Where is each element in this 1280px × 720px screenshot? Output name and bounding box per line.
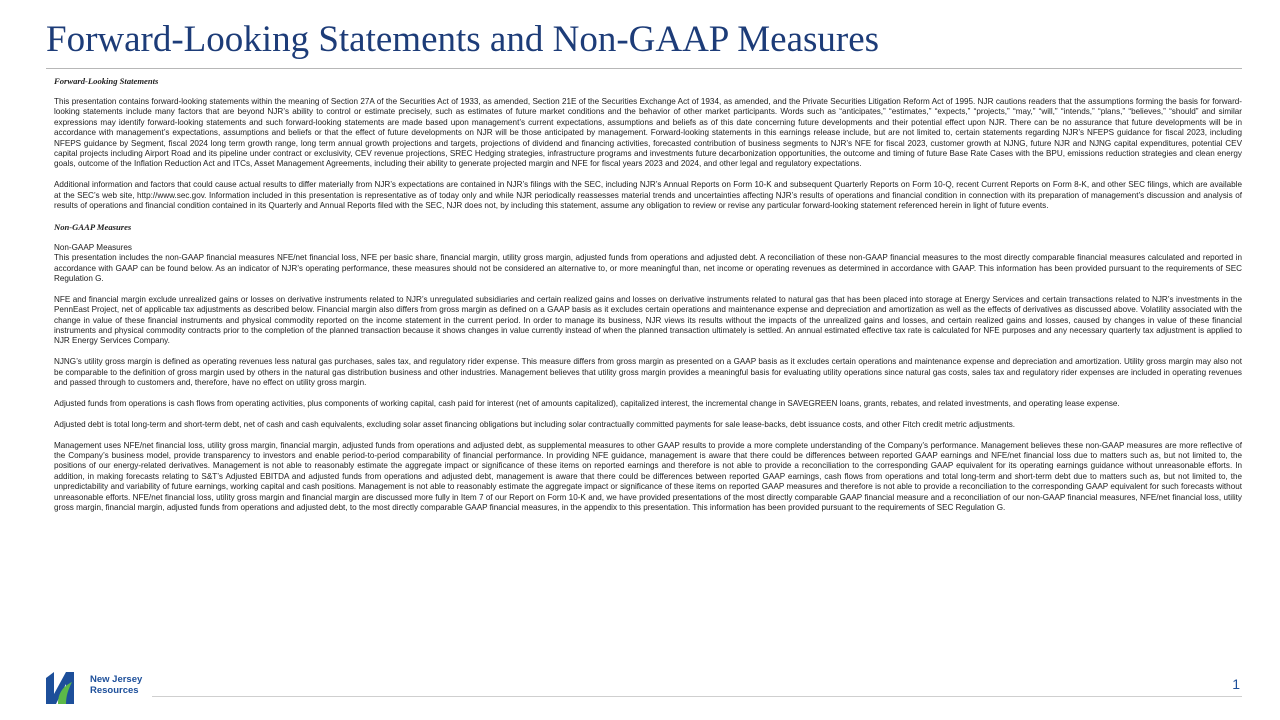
footer-divider — [152, 696, 1242, 697]
title-divider — [46, 68, 1242, 69]
non-gaap-paragraph-1 — [54, 243, 1242, 285]
non-gaap-paragraph-2: NFE and financial margin exclude unrealized gains or losses on derivative instruments related to NJR’s unregulated subsidiaries and certain realized gains and losses on derivative instruments related to natural gas that has been placed into storage at Energy Services and certain transactions related to NJR’s investments in the PennEast Project, net of applicable tax adjustments as described below. Financial margin also differs from gross margin as defined on a GAAP basis as it excludes certain operations and maintenance expense and depreciation and amortization as well as the effects of derivatives as discussed above. Volatility associated with the change in value of these financial instruments and physical commodity reported on the income statement in the current period. In order to manage its business, NJR views its results without the impacts of the unrealized gains and losses, and certain realized gains and losses, caused by changes in value of these financial instruments and physical commodity contracts prior to the completion of the planned transaction because it shows changes in value currently instead of when the planned transaction ultimately is settled. An annual estimated effective tax rate is calculated for NFE purposes and any necessary quarterly tax adjustment is applied to NJR Energy Services Company. — [54, 294, 1242, 346]
company-logo — [44, 670, 164, 706]
document-body — [54, 76, 1242, 524]
non-gaap-heading: Non-GAAP Measures — [54, 221, 132, 232]
forward-looking-paragraph-2: Additional information and factors that could cause actual results to differ materially from NJR’s expectations are contained in NJR’s filings with the SEC, including NJR’s Annual Reports on Form 10-K and subsequent Quarterly Reports on Form 10-Q, recent Current Reports on Form 8-K, and other SEC filings, which are available at the SEC’s web site, http://www.sec.gov. Information included in this presentation is representative as of today only and while NJR periodically reassesses material trends and uncertainties affecting NJR’s results of operations and financial condition in connection with its preparation of management’s discussion and analysis of results of operations and financial condition contained in its Quarterly and Annual Reports filed with the SEC, NJR does not, by including this statement, assume any obligation to review or revise any particular forward-looking statement referenced herein in light of future events. — [54, 180, 1242, 211]
page-number: 1 — [1232, 676, 1240, 692]
non-gaap-subheading: Non-GAAP Measures — [54, 242, 132, 252]
forward-looking-heading: Forward-Looking Statements — [54, 76, 159, 86]
njr-logo-icon — [44, 670, 84, 706]
logo-wordmark — [90, 674, 142, 696]
non-gaap-paragraph-6: Management uses NFE/net financial loss, utility gross margin, financial margin, adjusted funds from operations and adjusted debt, as supplemental measures to other GAAP results to provide a more complete understanding of the Company’s performance. Management believes these non-GAAP measures are more reflective of the Company’s business model, provide transparency to investors and enable period-to-period comparability of financial performance. In providing NFE guidance, management is aware that there could be differences between reported GAAP earnings and NFE/net financial loss due to matters such as, but not limited to, the positions of our energy-related derivatives. Management is not able to reasonably estimate the aggregate impact or significance of these items on reported earnings and therefore is not able to provide a reconciliation to the corresponding GAAP equivalent for its operating earnings guidance without unreasonable efforts. In addition, in making forecasts relating to S&T’s Adjusted EBITDA and adjusted funds from operations and adjusted debt, management is aware that there could be differences between reported GAAP earnings, cash flows from operations and total long-term and short-term debt due to matters such as, but not limited to, the unpredictability and variability of future earnings, working capital and cash positions. Management is not able to reasonably estimate the aggregate impact or significance of these items on reported GAAP measures and therefore is not able to provide a reconciliation to the corresponding GAAP equivalent for such forecasts without unreasonable efforts. NFE/net financial loss, utility gross margin and financial margin are discussed more fully in Item 7 of our Report on Form 10-K and, we have provided presentations of the most directly comparable GAAP financial measure and a reconciliation of our non-GAAP financial measures, NFE/net financial loss, utility gross margin, financial margin, adjusted funds from operations and adjusted debt, to the most directly comparable GAAP financial measures, in the appendix to this presentation. This information has been provided pursuant to the requirements of SEC Regulation G. — [54, 440, 1242, 513]
non-gaap-paragraph-5: Adjusted debt is total long-term and short-term debt, net of cash and cash equivalents, excluding solar asset financing obligations but including solar contractually committed payments for sale lease-backs, debt issuance costs, and other Fitch credit metric adjustments. — [54, 419, 1016, 429]
non-gaap-paragraph-3: NJNG’s utility gross margin is defined as operating revenues less natural gas purchases, sales tax, and regulatory rider expense. This measure differs from gross margin as presented on a GAAP basis as it excludes certain operations and maintenance expense and depreciation and amortization. Utility gross margin may also not be comparable to the definition of gross margin used by others in the natural gas distribution business and other industries. Management believes that utility gross margin provides a meaningful basis for evaluating utility operations since natural gas costs, sales tax and regulatory rider expenses are included in operating revenues and passed through to customers and, therefore, have no effect on utility gross margin. — [54, 357, 1242, 388]
forward-looking-paragraph-1: This presentation contains forward-looking statements within the meaning of Section 27A of the Securities Act of 1933, as amended, Section 21E of the Securities Exchange Act of 1934, as amended, and the Private Securities Litigation Reform Act of 1995. NJR cautions readers that the assumptions forming the basis for forward-looking statements include many factors that are beyond NJR’s ability to control or estimate precisely, such as estimates of future market conditions and the behavior of other market participants. Words such as “anticipates,” “estimates,” “expects,” “projects,” “may,” “will,” “intends,” “plans,” “believes,” “should” and similar expressions may identify forward-looking statements and such forward-looking statements are made based upon management’s current expectations, assumptions and beliefs as of this date concerning future developments and their potential effect upon NJR. There can be no assurance that future developments will be in accordance with management’s expectations, assumptions and beliefs or that the effect of future developments on NJR will be those anticipated by management. Forward-looking statements in this earnings release include, but are not limited to, certain statements regarding NJR’s NFEPS guidance for fiscal 2023, including NFEPS guidance by Segment, fiscal 2024 long term growth range, long term annual growth projections and targets, projections of dividend and financing activities, forecasted contribution of business segments to NJR’s NFE for fiscal 2023, customer growth at NJNG, future NJR and NJNG capital expenditures, potential CEV capital projects including Airport Road and its pipeline under contract or exclusivity, CEV revenue projections, SREC Hedging strategies, infrastructure programs and investments future decarbonization opportunities, the outcome and timing of future Base Rate Cases with the BPU, emissions reduction strategies and clean energy goals, outcome of the Inflation Reduction Act and ITCs, Asset Management Agreements, including their ability to generate projected margin and NFE for fiscal years 2023 and 2024, and other legal and regulatory expectations. — [54, 96, 1242, 169]
non-gaap-paragraph-1-text: This presentation includes the non-GAAP financial measures NFE/net financial loss, NFE per basic share, financial margin, utility gross margin, adjusted funds from operations and adjusted debt. A reconciliation of these non-GAAP financial measures to the most directly comparable financial measures calculated and reported in accordance with GAAP can be found below. As an indicator of NJR’s operating performance, these measures should not be considered an alternative to, or more meaningful than, net income or operating revenues as determined in accordance with GAAP. This information has been provided pursuant to the requirements of SEC Regulation G. — [54, 253, 1242, 283]
non-gaap-paragraph-4: Adjusted funds from operations is cash flows from operating activities, plus components of working capital, cash paid for interest (net of amounts capitalized), capitalized interest, the incremental change in SAVEGREEN loans, grants, rebates, and related investments, and operating lease expense. — [54, 398, 1120, 408]
logo-line-1: New Jersey — [90, 674, 143, 685]
logo-line-2: Resources — [90, 685, 139, 696]
page-title: Forward-Looking Statements and Non-GAAP Measures — [46, 19, 880, 60]
